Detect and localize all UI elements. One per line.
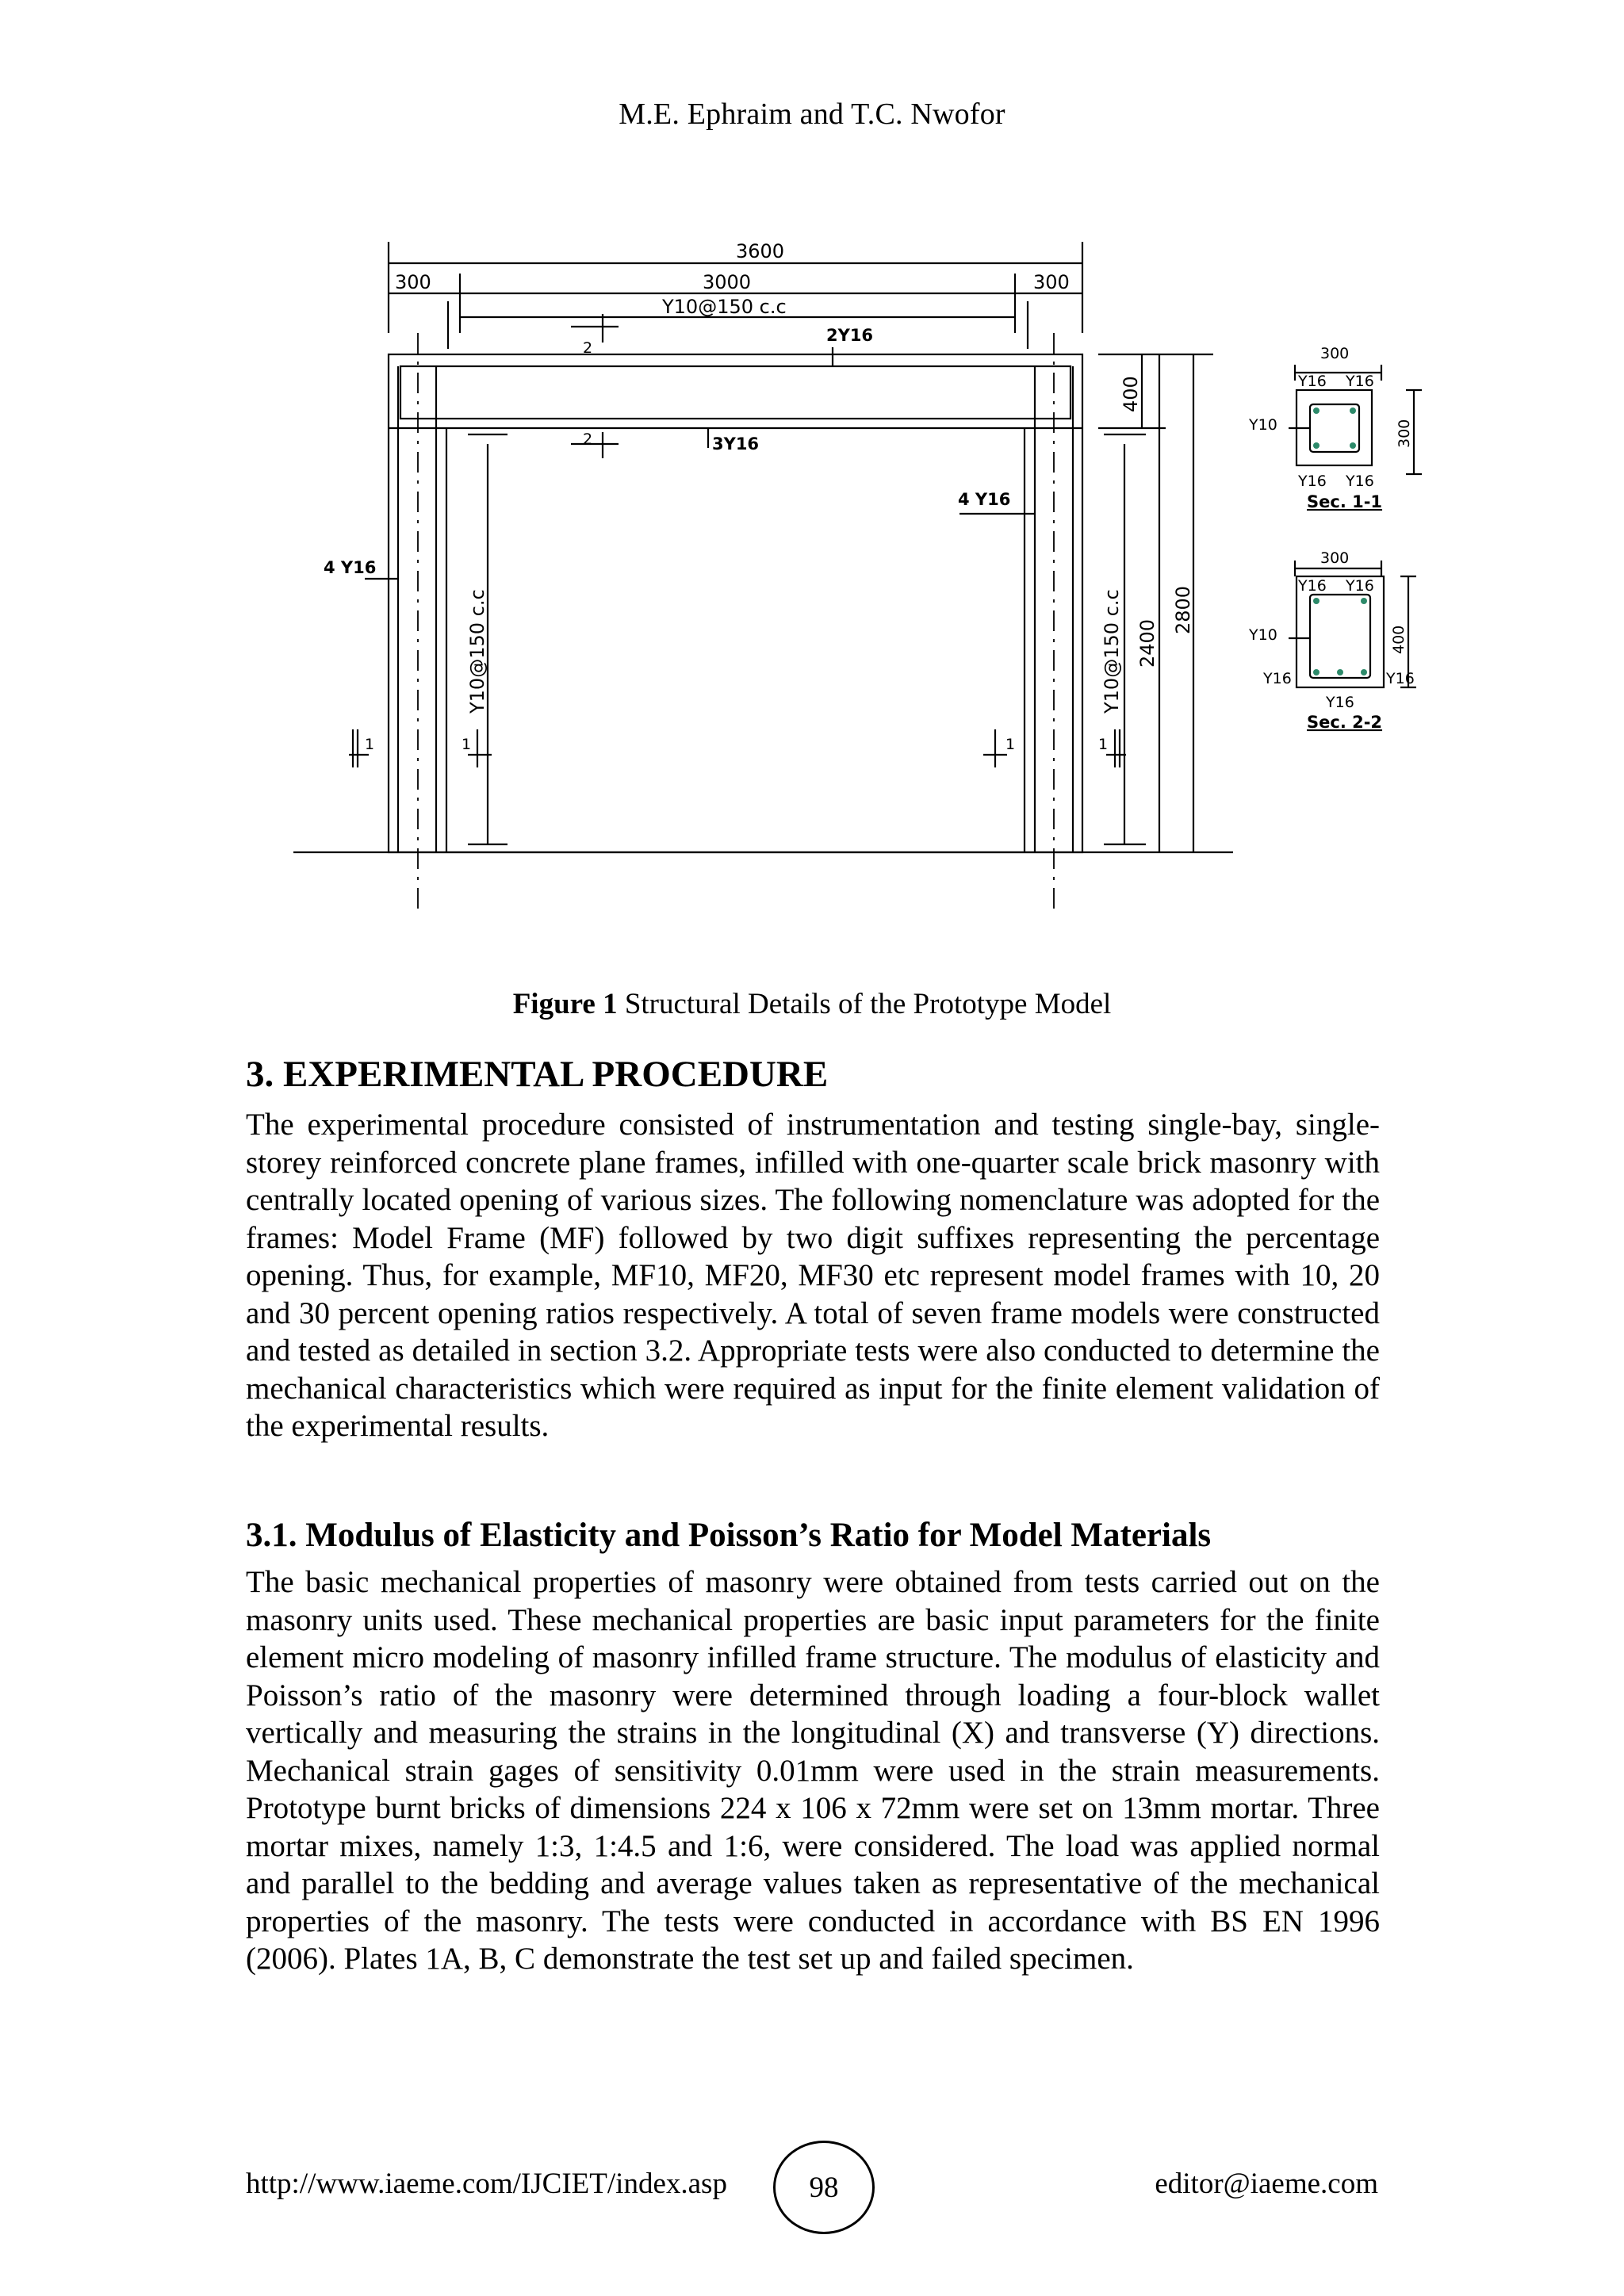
figure-caption <box>0 987 1624 1021</box>
dim-left-column: 300 <box>395 271 431 293</box>
section-3-1-paragraph: The basic mechanical properties of masonry were obtained from tests carried out on the masonry units used. These mechanical properties are basic input parameters for the finite element micro modeling of masonry infilled frame structure. The modulus of elasticity and Poisson’s ratio of the masonry were determined through loading a four-block wallet vertically and measuring the strains in the longitudinal (X) and transverse (Y) directions. Mechanical strain gages of sensitivity 0.01mm were used in the strain measurements. Prototype burnt bricks of dimensions 224 x 106 x 72mm were set on 13mm mortar. Three mortar mixes, namely 1:3, 1:4.5 and 1:6, were considered. The load was applied normal and parallel to the bedding and average values taken as representative of the mechanical properties of the masonry. The tests were conducted in accordance with BS EN 1996 (2006). Plates 1A, B, C demonstrate the test set up and failed specimen. <box>246 1565 1380 1976</box>
sec1-depth-dim: 300 <box>1396 419 1413 448</box>
dim-beam-depth: 400 <box>1120 376 1142 412</box>
sec2-depth-dim: 400 <box>1390 625 1408 654</box>
sec2-bar-tr: Y16 <box>1346 577 1374 595</box>
structural-drawing <box>0 0 1624 975</box>
page-number-text: 98 <box>809 2171 839 2204</box>
sec1-stirrup-label: Y10 <box>1249 416 1277 434</box>
section-mark-1-d: 1 <box>1098 736 1109 753</box>
dim-overall-width: 3600 <box>736 240 785 262</box>
sec1-bar-tl: Y16 <box>1298 373 1327 390</box>
right-col-stirrups-label: Y10@150 c.c <box>1101 589 1123 714</box>
figure-1 <box>0 0 1624 975</box>
right-col-bars-label: 4 Y16 <box>958 490 1011 509</box>
sec2-title: Sec. 2-2 <box>1307 713 1383 732</box>
sec1-width-dim: 300 <box>1320 345 1350 362</box>
section-mark-1-b: 1 <box>462 736 472 753</box>
section-mark-2-top: 2 <box>583 339 593 357</box>
sec1-bar-tr: Y16 <box>1346 373 1374 390</box>
left-col-stirrups-label: Y10@150 c.c <box>466 589 488 714</box>
section-mark-2-bottom: 2 <box>583 430 593 448</box>
sec2-stirrup-label: Y10 <box>1249 626 1277 644</box>
beam-stirrups-label: Y10@150 c.c <box>662 296 787 318</box>
sec1-bar-bl: Y16 <box>1298 473 1327 490</box>
footer-url[interactable]: http://www.iaeme.com/IJCIET/index.asp <box>246 2168 727 2200</box>
beam-bottom-bars-label: 3Y16 <box>712 434 760 453</box>
sec2-bar-br: Y16 <box>1386 670 1415 687</box>
dim-clear-span: 3000 <box>703 271 752 293</box>
section-3-1-heading: 3.1. Modulus of Elasticity and Poisson’s Ratio for Model Materials <box>246 1517 1212 1554</box>
beam-top-bars-label: 2Y16 <box>826 326 874 345</box>
footer-email[interactable]: editor@iaeme.com <box>1155 2168 1378 2200</box>
dim-right-column: 300 <box>1033 271 1070 293</box>
sec2-bar-bl: Y16 <box>1263 670 1292 687</box>
running-header: M.E. Ephraim and T.C. Nwofor <box>619 98 1005 131</box>
caption-text: Structural Details of the Prototype Model <box>624 988 1112 1020</box>
dim-total-height: 2800 <box>1172 585 1194 634</box>
dim-clear-height: 2400 <box>1136 618 1159 668</box>
section-mark-1-c: 1 <box>1005 736 1016 753</box>
sec2-bar-tl: Y16 <box>1298 577 1327 595</box>
sec2-bar-bm: Y16 <box>1326 694 1354 711</box>
section-3-heading: 3. EXPERIMENTAL PROCEDURE <box>246 1054 829 1095</box>
section-3-paragraph: The experimental procedure consisted of instrumentation and testing single-bay, single-storey reinforced concrete plane frames, infilled with one-quarter scale brick masonry with centrally located opening of various sizes. The following nomenclature was adopted for the frames: Model Frame (MF) followed by two digit suffixes representing the percentage opening. Thus, for example, MF10, MF20, MF30 etc represent model frames with 10, 20 and 30 percent opening ratios respectively. A total of seven frame models were constructed and tested as detailed in section 3.2. Appropriate tests were also conducted to determine the mechanical characteristics which were required as input for the finite element validation of the experimental results. <box>246 1108 1380 1443</box>
caption-label: Figure 1 <box>512 988 618 1020</box>
sec1-title: Sec. 1-1 <box>1307 492 1383 511</box>
left-col-bars-label: 4 Y16 <box>324 558 377 577</box>
page-number <box>773 2141 875 2234</box>
section-mark-1-a: 1 <box>365 736 375 753</box>
sec2-width-dim: 300 <box>1320 549 1350 567</box>
sec1-bar-br: Y16 <box>1346 473 1374 490</box>
